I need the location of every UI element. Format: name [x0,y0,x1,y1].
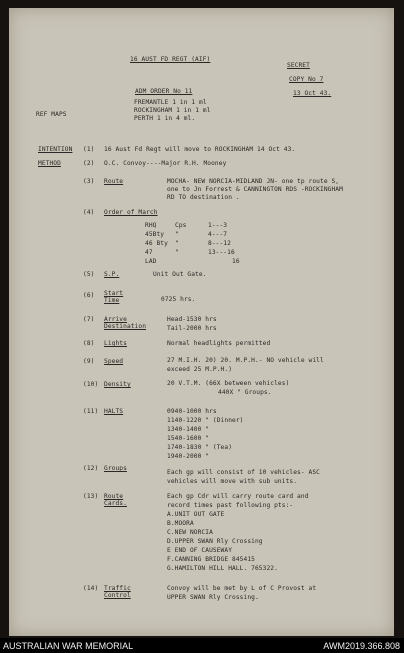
order-of-march-label: Order of March [104,209,158,216]
section-number: (13) [83,493,99,500]
route-card-line: B.MOORA [167,520,194,527]
ref-map-line: ROCKINGHAM 1 in 1 ml [134,107,211,114]
route-card-line: D.UPPER SWAN Rly Crossing [167,538,263,545]
march-unit-type: " [175,240,179,247]
order-date: 13 Oct 43. [293,90,332,97]
march-unit: 46 Bty [145,240,168,247]
adm-order-title: ADM ORDER No 11 [135,88,193,95]
method-text: O.C. Convoy----Major R.H. Mooney [104,160,227,167]
route-cards-label: Route Cards. [104,493,127,507]
route-line: one to Jn Forrest & CANNINGTON RDS -ROCKINGHAM [167,186,343,193]
intention-text: 16 Aust Fd Regt will move to ROCKINGHAM 14 Oct 43. [104,146,296,153]
route-card-line: C.NEW NORCIA [167,529,213,536]
halt-line: 1340-1400 " [167,426,210,433]
section-number: (4) [83,209,95,216]
march-unit: LAD [145,258,157,265]
density-label: Density [104,381,131,388]
section-number: (12) [83,465,99,472]
ref-map-line: PERTH 1 in 4 ml. [134,115,196,122]
lights-text: Normal headlights permitted [167,340,271,347]
section-number: (1) [83,146,95,153]
density-line: 20 V.T.M. (66X between vehicles) [167,380,290,387]
halt-line: 1740-1830 " (Tea) [167,444,233,451]
march-serials: 16 [232,258,240,265]
traffic-line: Convoy will be met by L of C Provost at [167,585,317,592]
halt-line: 1540-1600 " [167,435,210,442]
halts-label: HALTS [104,408,124,415]
start-time-label: Start Time [104,290,124,304]
march-unit-type: " [175,231,179,238]
march-serials: 8---12 [208,240,231,247]
ref-map-line: FREMANTLE 1 in 1 ml [134,99,207,106]
arrive-destination-label: Arrive Destination [104,316,147,330]
route-label: Route [104,178,124,185]
section-number: (9) [83,358,95,365]
density-line: 440X " Groups. [218,389,272,396]
route-card-line: F.CANNING BRIDGE 845415 [167,556,255,563]
route-card-line: G.HAMILTON HILL HALL. 765322. [167,565,278,572]
route-card-line: E END OF CAUSEWAY [167,547,233,554]
section-number: (6) [83,292,95,299]
halt-line: 1940-2000 " [167,453,210,460]
section-number: (8) [83,340,95,347]
march-unit: 45Bty [145,231,165,238]
start-time-text: 0725 hrs. [161,296,196,303]
lights-label: Lights [104,340,127,347]
section-number: (5) [83,271,95,278]
groups-line: vehicles will move with sub units. [167,478,298,485]
halt-line: 1140-1220 " (Dinner) [167,417,244,424]
archive-name: AUSTRALIAN WAR MEMORIAL [3,641,134,651]
arrive-line: Tail-2000 hrs [167,325,217,332]
speed-line: 27 M.I.H. 20) 20. M.P.H.- NO vehicle will [167,357,324,364]
sp-text: Unit Out Gate. [153,271,207,278]
march-unit: 47 [145,249,153,256]
accession-number: AWM2019.366.808 [323,641,400,651]
copy-number: COPY No 7 [289,76,324,83]
traffic-line: UPPER SWAN Rly Crossing. [167,594,259,601]
march-serials: 4---7 [208,231,228,238]
sp-label: S.P. [104,271,120,278]
section-number: (14) [83,585,99,592]
speed-line: exceed 25 M.P.H.) [167,366,233,373]
march-unit-type: " [175,249,179,256]
section-number: (11) [83,408,99,415]
route-line: MOCHA- NEW NORCIA-MIDLAND JN- one tp route S, [167,178,340,185]
march-serials: 1---3 [208,222,228,229]
ref-maps-label: REF MAPS [36,111,67,118]
route-card-line: Each gp Cdr will carry route card and [167,493,309,500]
halt-line: 0940-1000 hrs [167,408,217,415]
traffic-control-label: Traffic Control [104,585,131,599]
route-card-line: record times past following pts:- [167,502,294,509]
section-number: (2) [83,160,95,167]
march-unit-type: Cps [175,222,187,229]
secret-marking: SECRET [287,62,310,69]
section-number: (7) [83,316,95,323]
speed-label: Speed [104,358,124,365]
section-number: (3) [83,178,95,185]
groups-line: Each gp will consist of 10 vehicles- ASC [167,469,321,476]
arrive-line: Head-1530 hrs [167,316,217,323]
section-number: (10) [83,381,99,388]
groups-label: Groups [104,465,127,472]
route-card-line: A.UNIT OUT GATE [167,511,225,518]
method-label: METHOD [38,160,61,167]
march-serials: 13---16 [208,249,235,256]
march-unit: RHQ [145,222,157,229]
route-line: RD TO destination . [167,194,240,201]
intention-label: INTENTION [38,146,73,153]
doc-title: 16 AUST FD REGT (AIF) [130,56,211,63]
